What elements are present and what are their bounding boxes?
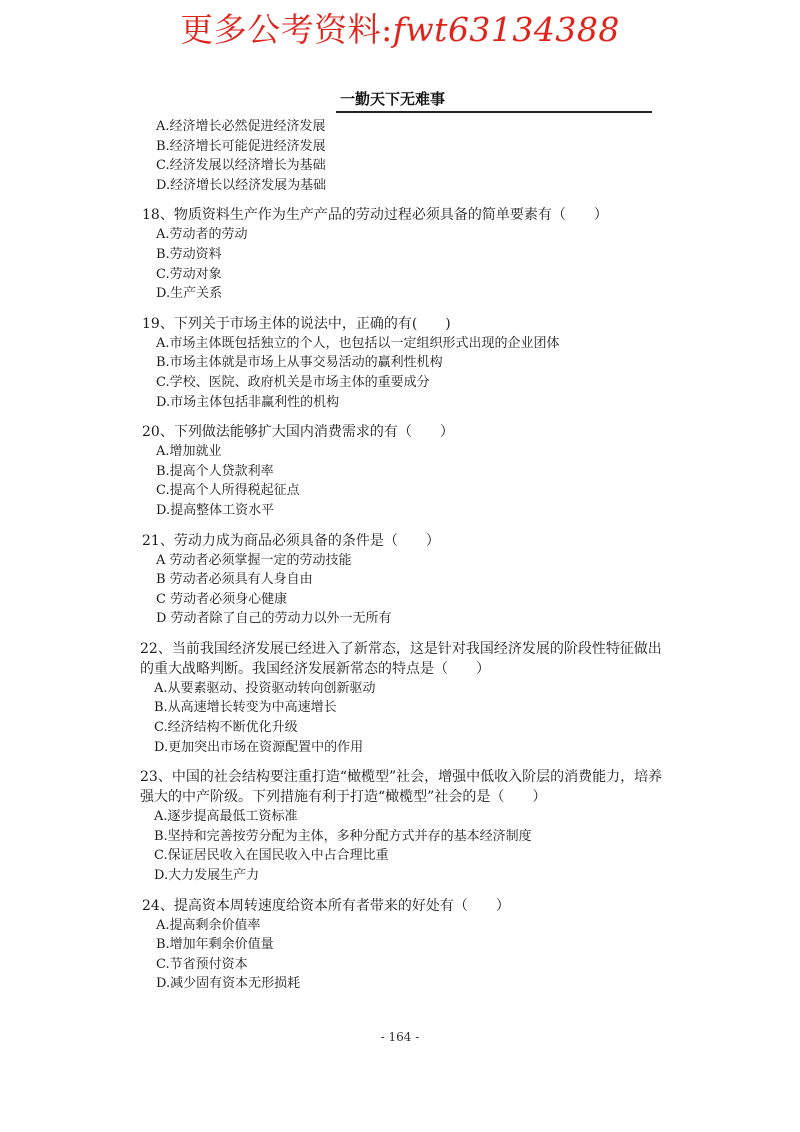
- question-21: [142, 531, 662, 629]
- question-23: [140, 767, 670, 885]
- option: C.经济发展以经济增长为基础: [156, 158, 326, 174]
- option: B.增加年剩余价值量: [156, 937, 274, 953]
- option: D.生产关系: [156, 286, 223, 302]
- option: B.劳动资料: [156, 246, 222, 262]
- question-18: [142, 205, 662, 303]
- option: C.经济结构不断优化升级: [154, 720, 298, 736]
- question-text: 18、物质资料生产作为生产产品的劳动过程必须具备的简单要素有（ ）: [142, 207, 608, 224]
- question-text: 24、提高资本周转速度给资本所有者带来的好处有（ ）: [142, 897, 510, 914]
- option: D.经济增长以经济发展为基础: [156, 177, 327, 193]
- option: D 劳动者除了自己的劳动力以外一无所有: [156, 611, 392, 627]
- question-22: [140, 639, 670, 757]
- header-rule: [336, 111, 652, 113]
- banner-text: 更多公考资料:: [180, 10, 393, 49]
- option: D.大力发展生产力: [154, 868, 260, 884]
- option: B.坚持和完善按劳分配为主体，多种分配方式并存的基本经济制度: [154, 828, 532, 844]
- option: A.经济增长必然促进经济发展: [156, 119, 326, 134]
- option: C.学校、医院、政府机关是市场主体的重要成分: [156, 374, 430, 390]
- question-24: [142, 896, 662, 994]
- option: D.提高整体工资水平: [156, 502, 275, 518]
- option: B.从高速增长转变为中高速增长: [154, 700, 337, 716]
- question-text: 21、劳动力成为商品必须具备的条件是（ ）: [142, 532, 440, 549]
- question-text: 20、下列做法能够扩大国内消费需求的有（ ）: [142, 424, 454, 441]
- option: B.提高个人贷款利率: [156, 463, 274, 479]
- option: C 劳动者必须身心健康: [156, 591, 288, 607]
- option: A.从要素驱动、投资驱动转向创新驱动: [154, 680, 376, 696]
- question-text: 22、当前我国经济发展已经进入了新常态，这是针对我国经济发展的阶段性特征做出的重大战略判断。我国经济发展新常态的特点是（ ）: [140, 640, 662, 677]
- option: C.提高个人所得税起征点: [156, 483, 300, 499]
- option: A.提高剩余价值率: [156, 917, 261, 933]
- option: A.逐步提高最低工资标准: [154, 809, 298, 825]
- option: C.保证居民收入在国民收入中占合理比重: [154, 848, 389, 864]
- option: A 劳动者必须掌握一定的劳动技能: [156, 552, 352, 568]
- option: B.市场主体就是市场上从事交易活动的赢利性机构: [156, 355, 443, 371]
- question-19: [142, 314, 662, 412]
- option: A.劳动者的劳动: [156, 227, 248, 243]
- page-motto: 一勤天下无难事: [340, 90, 446, 108]
- option: B.经济增长可能促进经济发展: [156, 138, 326, 154]
- option: C.节省预付资本: [156, 956, 248, 972]
- promo-banner: [0, 4, 800, 51]
- option: D.减少固有资本无形损耗: [156, 976, 301, 992]
- option: B 劳动者必须具有人身自由: [156, 572, 313, 588]
- option: D.更加突出市场在资源配置中的作用: [154, 739, 364, 755]
- option: C.劳动对象: [156, 266, 222, 282]
- question-text: 23、中国的社会结构要注重打造“橄榄型”社会，增强中低收入阶层的消费能力，培养强大的中产阶级。下列措施有利于打造“橄榄型”社会的是（ ）: [140, 769, 663, 806]
- option: A.市场主体既包括独立的个人，也包括以一定组织形式出现的企业团体: [156, 335, 560, 351]
- option: D.市场主体包括非赢利性的机构: [156, 394, 340, 410]
- question-20: [142, 422, 662, 520]
- option: A.增加就业: [156, 444, 222, 460]
- question-text: 19、下列关于市场主体的说法中，正确的有( ): [142, 315, 451, 332]
- page-number: - 164 -: [380, 1030, 420, 1044]
- top-option-group: [142, 117, 662, 195]
- banner-contact: fwt63134388: [392, 10, 620, 49]
- question-list: [142, 117, 662, 994]
